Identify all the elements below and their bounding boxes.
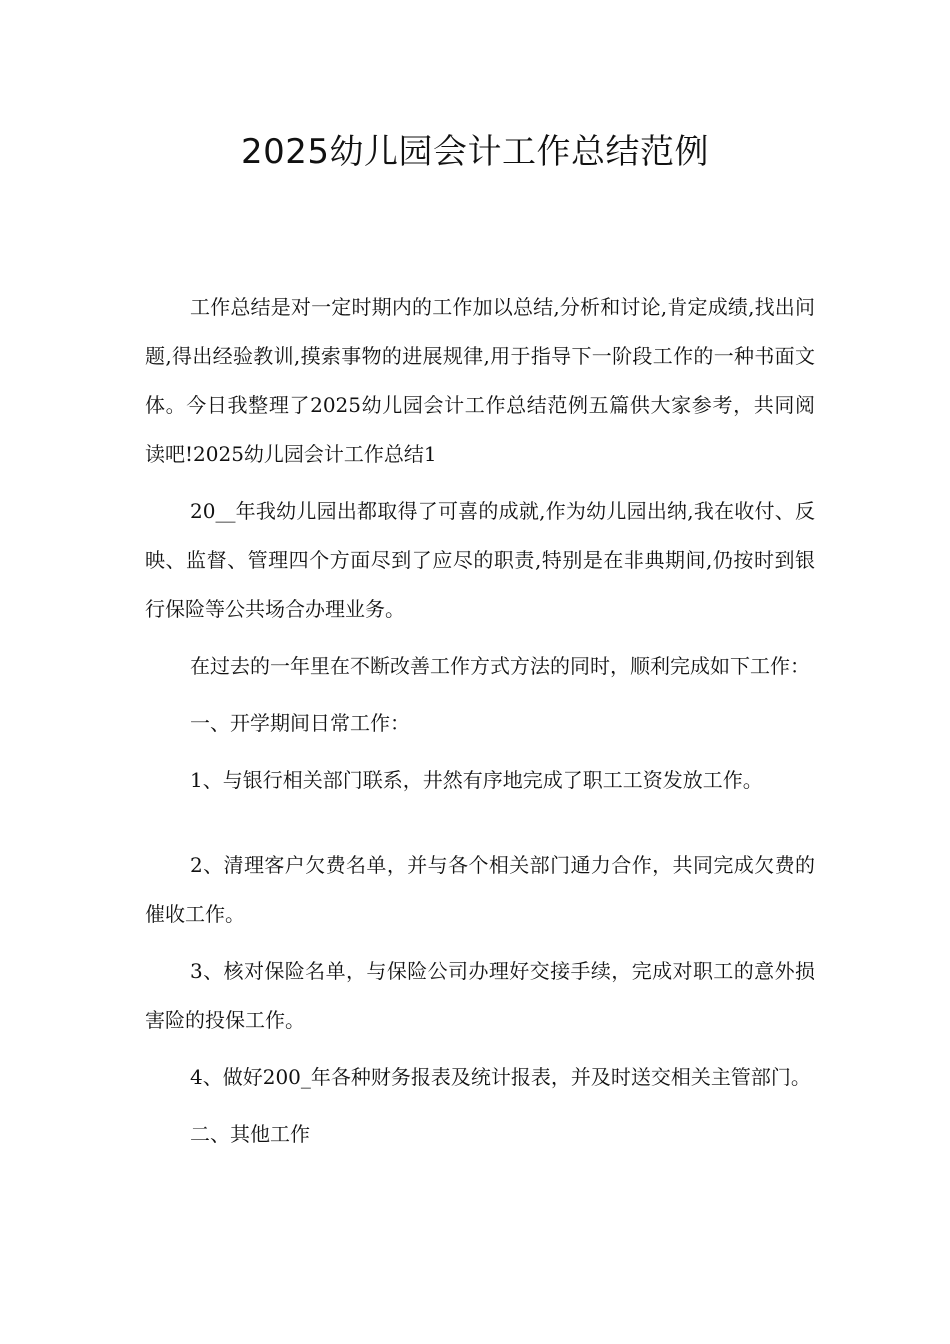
list-item-3: 3、核对保险名单，与保险公司办理好交接手续，完成对职工的意外损害险的投保工作。 (145, 959, 815, 1032)
document-body (145, 283, 815, 1167)
paragraph-intro: 工作总结是对一定时期内的工作加以总结,分析和讨论,肯定成绩,找出问题,得出经验教训,摸索事物的进展规律,用于指导下一阶段工作的一种书面文体。今日我整理了2025幼儿园会计工作总结范例五篇供大家参考，共同阅读吧!2025幼儿园会计工作总结1 (145, 295, 815, 466)
list-item-1: 1、与银行相关部门联系，井然有序地完成了职工工资发放工作。 (190, 768, 763, 792)
paragraph-overview: 在过去的一年里在不断改善工作方式方法的同时，顺利完成如下工作： (190, 654, 810, 678)
section-heading-other-work: 二、其他工作 (190, 1122, 310, 1146)
list-item-2: 2、清理客户欠费名单，并与各个相关部门通力合作，共同完成欠费的催收工作。 (145, 853, 815, 926)
paragraph-achievements: 20__年我幼儿园出都取得了可喜的成就,作为幼儿园出纳,我在收付、反映、监督、管理四个方面尽到了应尽的职责,特别是在非典期间,仍按时到银行保险等公共场合办理业务。 (145, 499, 815, 621)
section-heading-daily-work: 一、开学期间日常工作： (190, 711, 410, 735)
document-title: 2025幼儿园会计工作总结范例 (240, 132, 710, 172)
list-item-4: 4、做好200_年各种财务报表及统计报表，并及时送交相关主管部门。 (190, 1065, 811, 1089)
